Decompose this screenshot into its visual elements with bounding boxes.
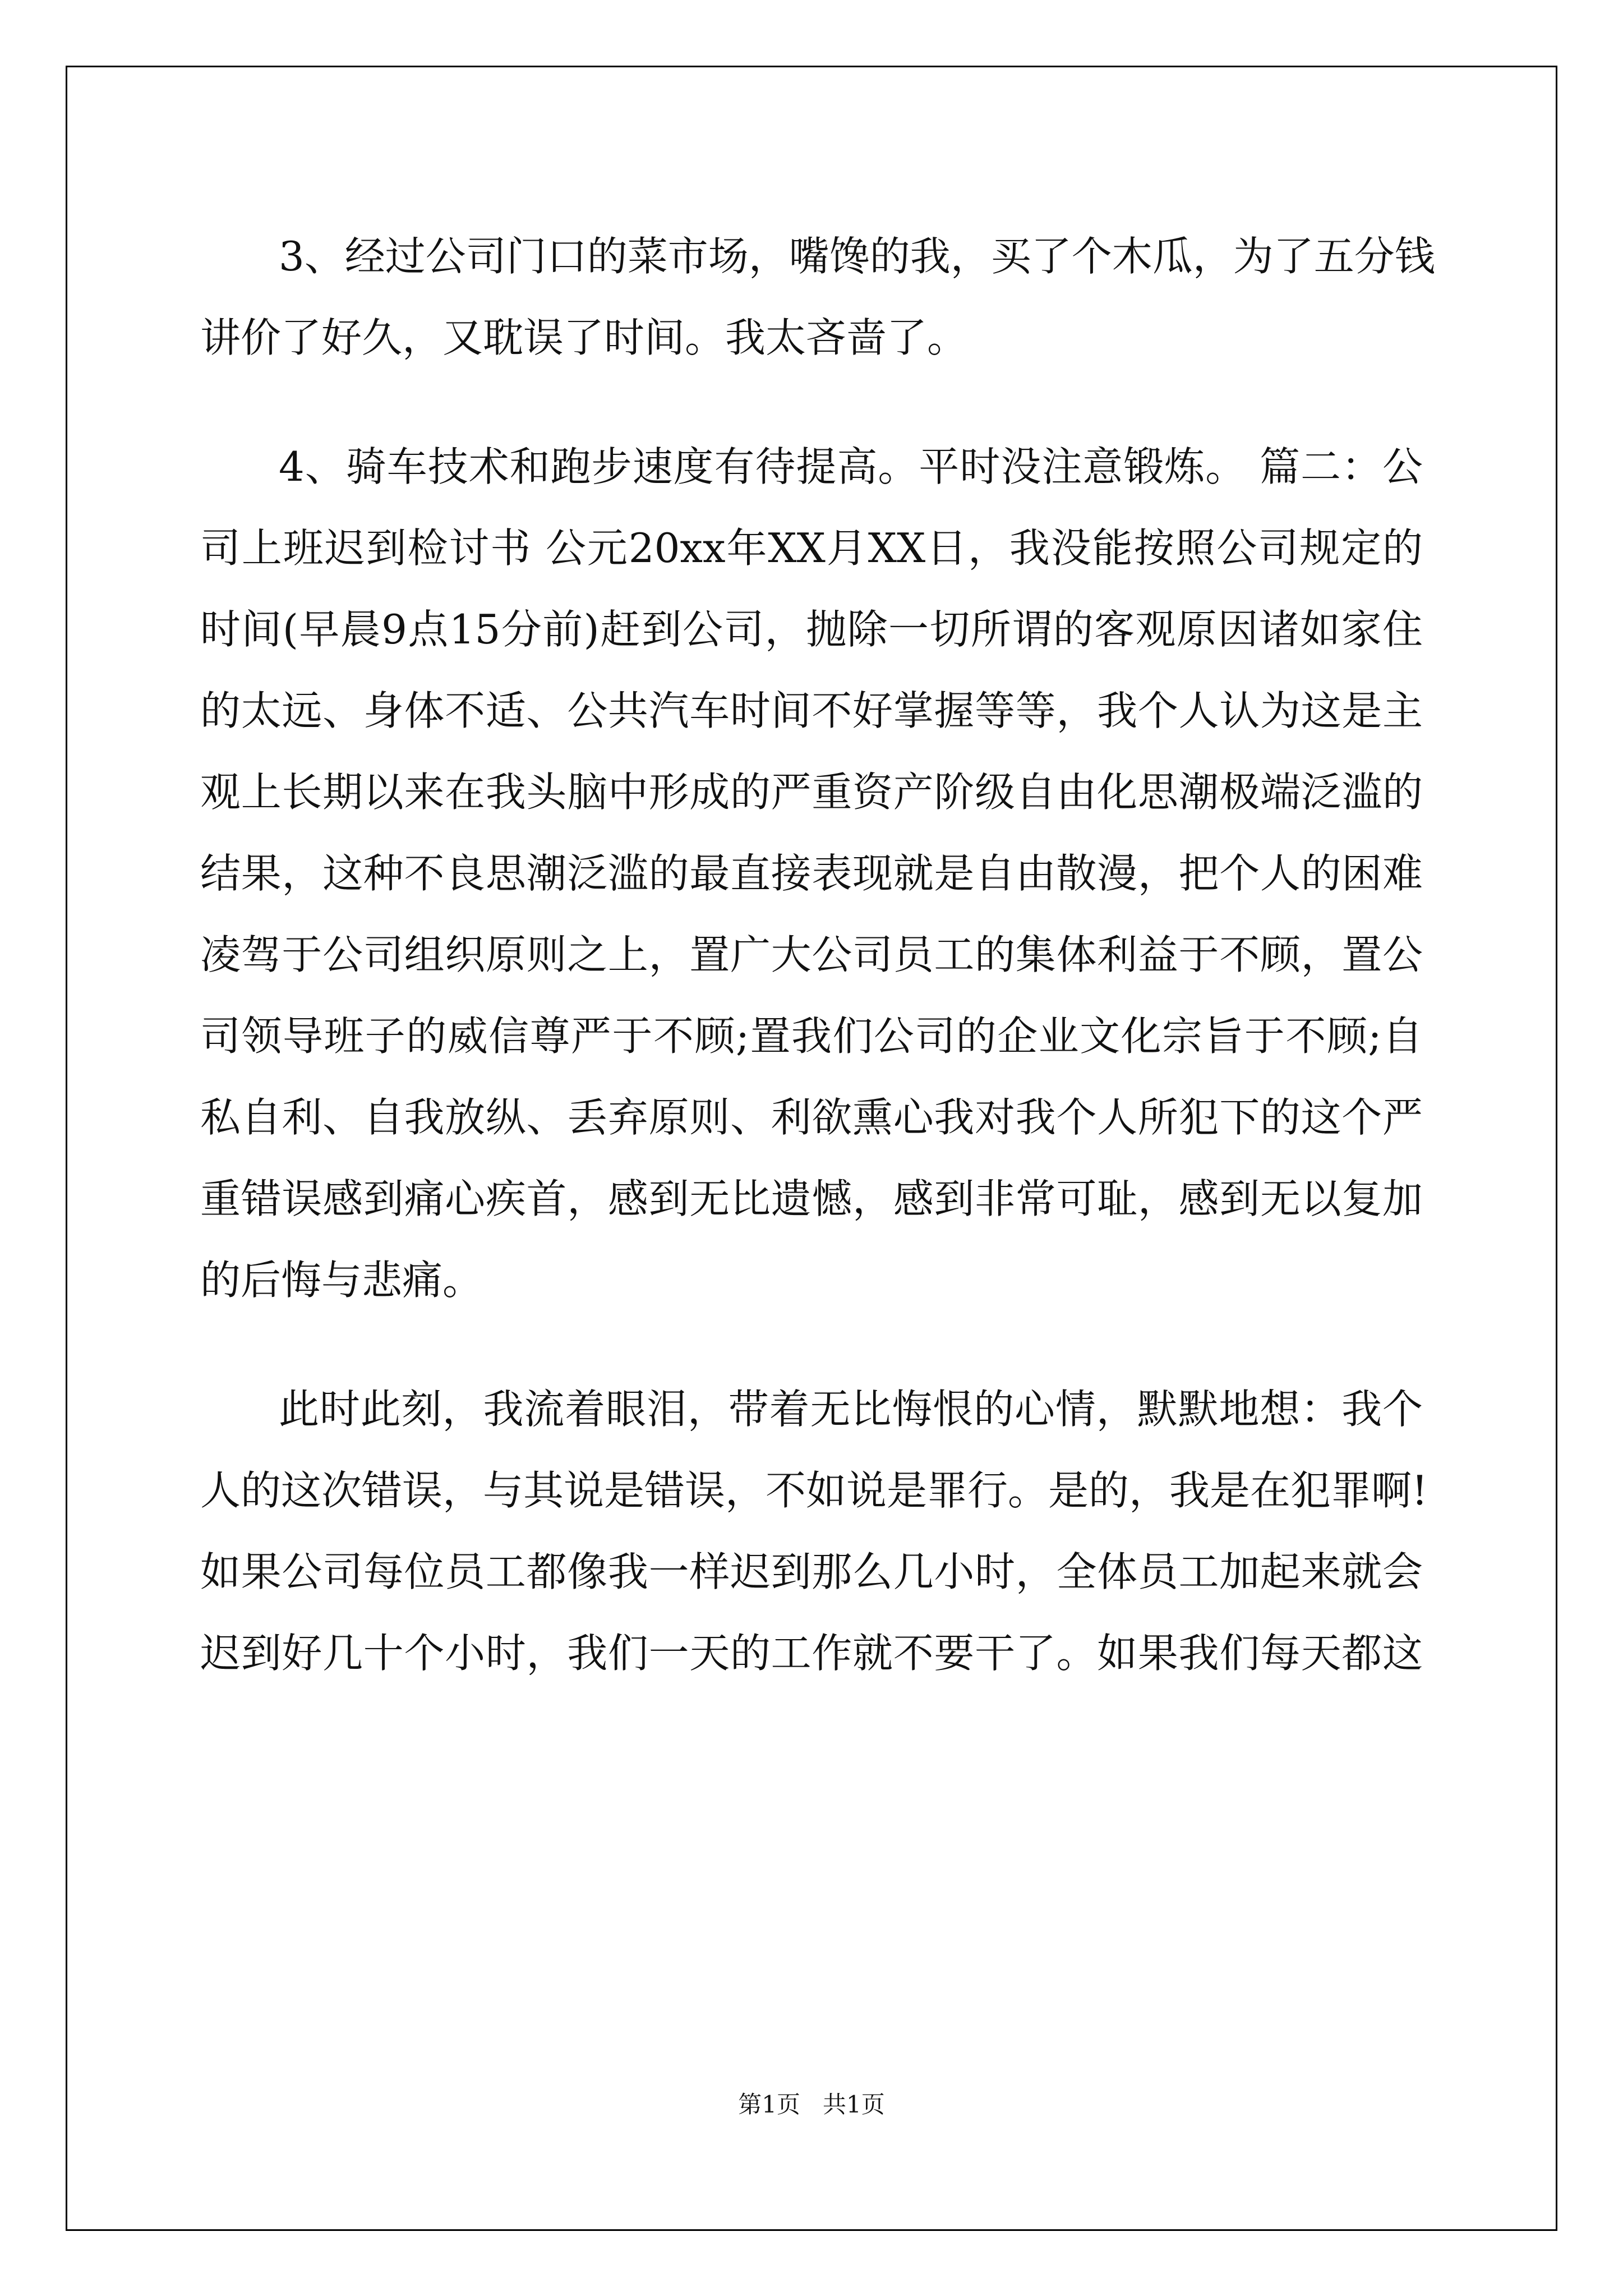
text-line: 观上长期以来在我头脑中形成的严重资产阶级自由化思潮极端泛滥的 [200,769,1423,816]
text-line: 4、骑车技术和跑步速度有待提高。平时没注意锻炼。 篇二：公 [279,443,1423,490]
text-line: 结果，这种不良思潮泛滥的最直接表现就是自由散漫，把个人的困难 [200,850,1423,897]
text-line: 司上班迟到检讨书 公元20xx年XX月XX日，我没能按照公司规定的 [200,524,1423,572]
text-line: 3、经过公司门口的菜市场，嘴馋的我，买了个木瓜，为了五分钱 [279,233,1435,280]
text-line: 司领导班子的威信尊严于不顾;置我们公司的企业文化宗旨于不顾;自 [200,1013,1423,1060]
text-line: 讲价了好久，又耽误了时间。我太吝啬了。 [200,314,968,361]
text-line: 私自利、自我放纵、丢弃原则、利欲熏心我对我个人所犯下的这个严 [200,1094,1423,1141]
text-line: 的太远、身体不适、公共汽车时间不好掌握等等，我个人认为这是主 [200,687,1423,734]
text-line: 迟到好几十个小时，我们一天的工作就不要干了。如果我们每天都这 [200,1630,1423,1677]
page-number: 第1页 共1页 [738,2091,885,2118]
text-line: 重错误感到痛心疾首，感到无比遗憾，感到非常可耻，感到无以复加 [200,1175,1423,1222]
text-line: 时间(早晨9点15分前)赶到公司，抛除一切所谓的客观原因诸如家住 [200,606,1423,653]
text-line: 凌驾于公司组织原则之上，置广大公司员工的集体利益于不顾，置公 [200,931,1423,978]
text-line: 的后悔与悲痛。 [200,1257,483,1304]
text-line: 如果公司每位员工都像我一样迟到那么几小时，全体员工加起来就会 [200,1548,1423,1595]
text-line: 人的这次错误，与其说是错误，不如说是罪行。是的，我是在犯罪啊! [200,1467,1428,1514]
text-line: 此时此刻，我流着眼泪，带着无比悔恨的心情，默默地想：我个 [279,1386,1423,1433]
